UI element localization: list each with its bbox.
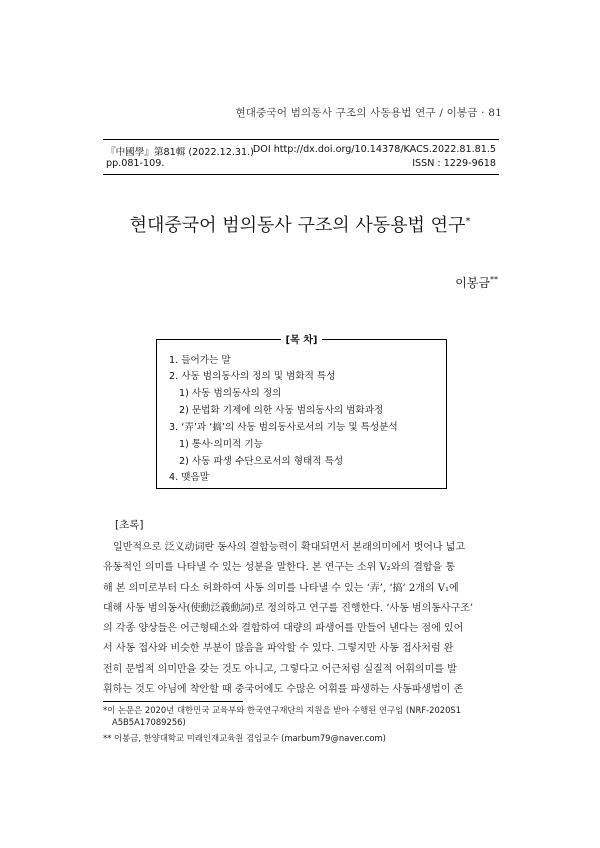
footnote-mark: ** bbox=[103, 732, 112, 743]
table-of-contents bbox=[156, 335, 447, 489]
running-head: 현대중국어 범의동사 구조의 사동용법 연구 / 이봉금 · 81 bbox=[235, 107, 502, 119]
toc-item: 1. 들어가는 말 bbox=[169, 355, 231, 366]
author-name: 이봉금 bbox=[455, 276, 490, 290]
toc-item: 2) 사동 파생 수단으로서의 형태적 특성 bbox=[179, 456, 344, 467]
title-footnote-mark: * bbox=[465, 216, 471, 227]
footnote bbox=[103, 732, 500, 744]
author-footnote-mark: ** bbox=[490, 275, 498, 284]
abstract-line: 해 본 의미로부터 다소 허화하여 사동 의미를 나타낼 수 있는 ‘弄’, ‘搞’ 2개의 V₁에 bbox=[103, 582, 459, 594]
author bbox=[0, 274, 498, 291]
journal-masthead bbox=[103, 139, 499, 175]
abstract-line: 의 각종 양상들은 어근형태소와 결합하여 대량의 파생어를 만들어 낸다는 점에 있어 bbox=[103, 623, 464, 635]
toc-item: 1) 사동 범의동사의 정의 bbox=[179, 388, 282, 399]
abstract-line: 일반적으로 泛义动词란 동사의 결합능력이 확대되면서 본래의미에서 벗어나 넓고 bbox=[113, 542, 466, 553]
toc-item: 4. 맺음말 bbox=[169, 472, 210, 483]
doi: DOI http://dx.doi.org/10.14378/KACS.2022.81.81.5 bbox=[252, 144, 496, 155]
paper-title bbox=[0, 211, 600, 237]
masthead-row-2 bbox=[106, 158, 496, 169]
abstract-heading: [초록] bbox=[115, 519, 144, 531]
footnote-text: 이봉금, 한양대학교 미래인재교육원 겸임교수 (marbum79@naver.com) bbox=[114, 732, 386, 743]
abstract-line: 대해 사동 범의동사(使動泛義動詞)로 정의하고 연구를 진행한다. ‘사동 범의동사구조’ bbox=[103, 602, 474, 614]
issn: ISSN : 1229-9618 bbox=[412, 158, 496, 169]
toc-item: 2) 문법화 기제에 의한 사동 범의동사의 범화과정 bbox=[179, 405, 384, 416]
footnote bbox=[103, 704, 500, 716]
abstract-line: 서 사동 접사와 비슷한 부분이 많음을 파악할 수 있다. 그렇지만 사동 접사처럼 완 bbox=[103, 643, 454, 655]
footnote-mark: * bbox=[103, 705, 108, 715]
footnote-text: 이 논문은 2020년 대한민국 교육부와 한국연구재단의 지원을 받아 수행된 연구임 (NRF-2020S1 bbox=[107, 705, 462, 715]
toc-item: 3. ‘弄’과 ‘搞’의 사동 범의동사로서의 기능 및 특성분석 bbox=[169, 422, 398, 433]
toc-item: 1) 통사·의미적 기능 bbox=[179, 439, 263, 450]
abstract-body bbox=[103, 538, 500, 700]
footnotes bbox=[103, 704, 500, 744]
toc-heading: [목 차] bbox=[157, 331, 446, 346]
footnote-continuation: A5B5A17089256) bbox=[112, 717, 186, 728]
abstract-line: 유동적인 의미를 나타낼 수 있는 성분을 말한다. 본 연구는 소위 V₂와의 결합을 통 bbox=[103, 562, 456, 574]
abstract-line: 휘하는 것도 아님에 착안할 때 중국어에도 수많은 어휘를 파생하는 사동파생법이 존 bbox=[103, 684, 464, 696]
paper-title-text: 현대중국어 범의동사 구조의 사동용법 연구 bbox=[129, 215, 466, 236]
abstract-line: 전히 문법적 의미만을 갖는 것도 아니고, 그렇다고 어근처럼 실질적 어휘의미를 발 bbox=[103, 663, 457, 675]
page-range: pp.081-109. bbox=[106, 158, 165, 169]
masthead-row-1 bbox=[106, 144, 496, 158]
footnote-divider bbox=[103, 701, 243, 702]
journal-issue: 『中國學』第81輯 (2022.12.31.) bbox=[106, 147, 254, 158]
toc-item: 2. 사동 범의동사의 정의 및 범화적 특성 bbox=[169, 371, 336, 382]
